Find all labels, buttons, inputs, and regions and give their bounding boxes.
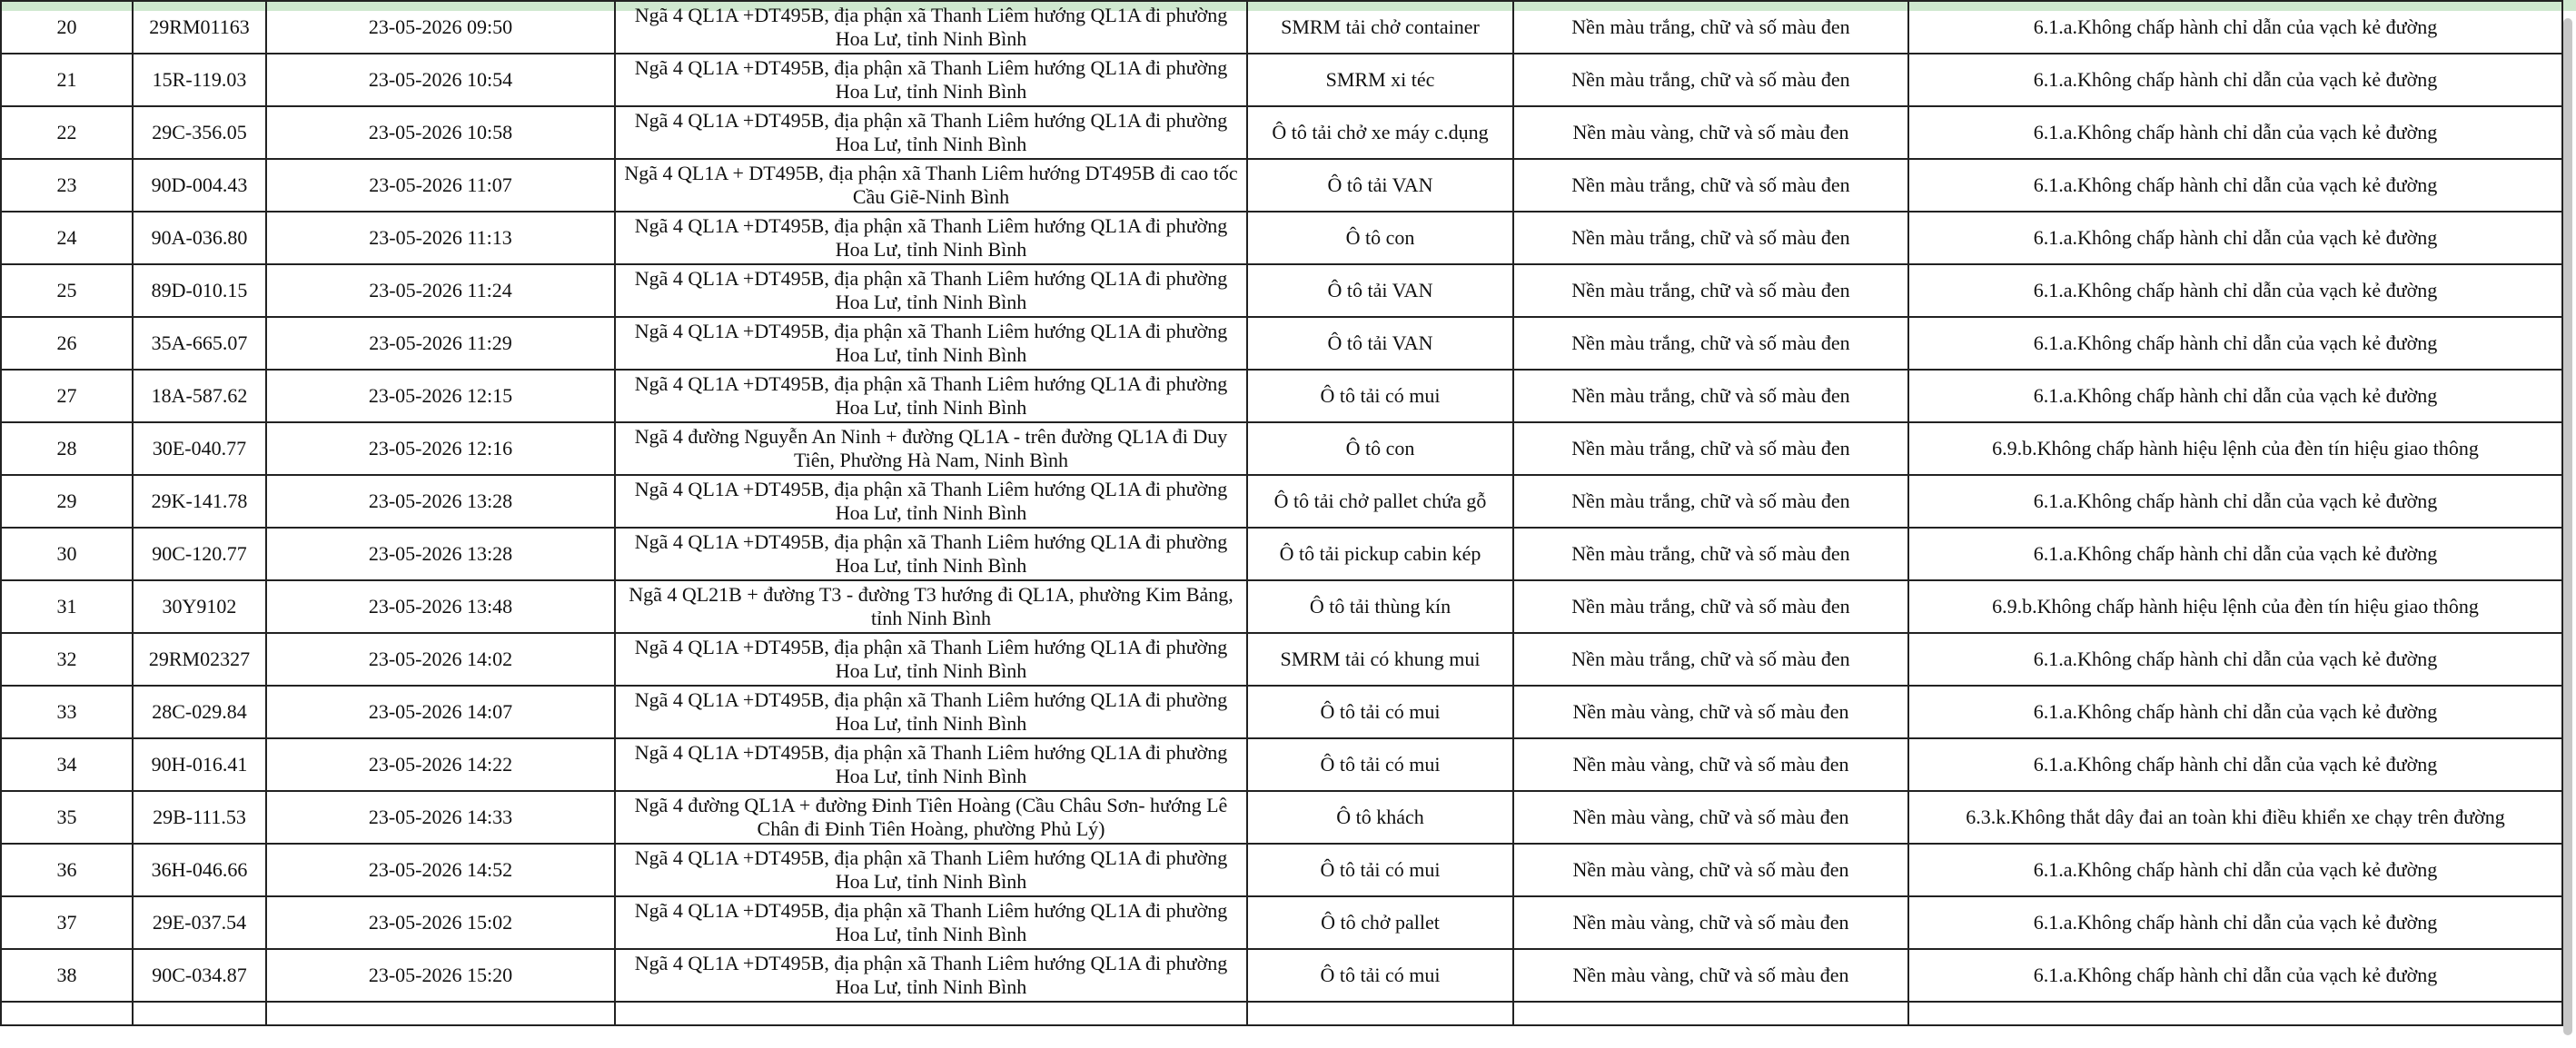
stt-cell: 38 <box>1 949 133 1002</box>
table-row <box>1 475 2562 528</box>
time-cell: 23-05-2026 14:07 <box>266 686 615 738</box>
table-row <box>1 949 2562 1002</box>
stt-cell: 32 <box>1 633 133 686</box>
table-row <box>1 370 2562 422</box>
location-cell: Ngã 4 QL1A +DT495B, địa phận xã Thanh Liêm hướng QL1A đi phường Hoa Lư, tỉnh Ninh Bình <box>615 54 1247 106</box>
violation-cell: 6.1.a.Không chấp hành chỉ dẫn của vạch kẻ đường <box>1908 738 2562 791</box>
table-row <box>1 264 2562 317</box>
plate-cell: 18A-587.62 <box>133 370 266 422</box>
violation-cell: 6.1.a.Không chấp hành chỉ dẫn của vạch kẻ đường <box>1908 949 2562 1002</box>
violation-cell: 6.1.a.Không chấp hành chỉ dẫn của vạch kẻ đường <box>1908 317 2562 370</box>
location-cell: Ngã 4 QL1A +DT495B, địa phận xã Thanh Liêm hướng QL1A đi phường Hoa Lư, tỉnh Ninh Bình <box>615 475 1247 528</box>
plate-color-cell: Nền màu trắng, chữ và số màu đen <box>1513 422 1908 475</box>
vehicle-type-cell: Ô tô tải chở xe máy c.dụng <box>1247 106 1513 159</box>
vehicle-type-cell: Ô tô tải thùng kín <box>1247 580 1513 633</box>
vehicle-type-cell: Ô tô tải có mui <box>1247 844 1513 896</box>
violation-cell: 6.1.a.Không chấp hành chỉ dẫn của vạch kẻ đường <box>1908 159 2562 212</box>
table-row <box>1 54 2562 106</box>
violation-cell: 6.1.a.Không chấp hành chỉ dẫn của vạch kẻ đường <box>1908 633 2562 686</box>
vehicle-type-cell: Ô tô tải VAN <box>1247 159 1513 212</box>
plate-cell: 29RM02327 <box>133 633 266 686</box>
time-cell: 23-05-2026 10:58 <box>266 106 615 159</box>
violation-cell: 6.9.b.Không chấp hành hiệu lệnh của đèn tín hiệu giao thông <box>1908 580 2562 633</box>
plate-cell: 29C-356.05 <box>133 106 266 159</box>
vehicle-type-cell: Ô tô tải có mui <box>1247 738 1513 791</box>
table-row <box>1 106 2562 159</box>
plate-color-cell: Nền màu vàng, chữ và số màu đen <box>1513 949 1908 1002</box>
plate-cell: 29E-037.54 <box>133 896 266 949</box>
table-body <box>1 1 2562 1025</box>
violation-cell: 6.1.a.Không chấp hành chỉ dẫn của vạch kẻ đường <box>1908 686 2562 738</box>
plate-color-cell: Nền màu vàng, chữ và số màu đen <box>1513 791 1908 844</box>
stt-cell: 28 <box>1 422 133 475</box>
location-cell: Ngã 4 QL1A +DT495B, địa phận xã Thanh Liêm hướng QL1A đi phường Hoa Lư, tỉnh Ninh Bình <box>615 264 1247 317</box>
vehicle-type-cell: SMRM xi téc <box>1247 54 1513 106</box>
plate-color-cell: Nền màu vàng, chữ và số màu đen <box>1513 844 1908 896</box>
location-cell: Ngã 4 QL1A +DT495B, địa phận xã Thanh Liêm hướng QL1A đi phường Hoa Lư, tỉnh Ninh Bình <box>615 370 1247 422</box>
stt-cell: 23 <box>1 159 133 212</box>
vehicle-type-cell: Ô tô chở pallet <box>1247 896 1513 949</box>
time-cell: 23-05-2026 13:28 <box>266 475 615 528</box>
violation-cell: 6.1.a.Không chấp hành chỉ dẫn của vạch kẻ đường <box>1908 844 2562 896</box>
time-cell: 23-05-2026 14:52 <box>266 844 615 896</box>
vehicle-type-cell <box>1247 1002 1513 1025</box>
location-cell: Ngã 4 đường QL1A + đường Đinh Tiên Hoàng (Cầu Châu Sơn- hướng Lê Chân đi Đinh Tiên Hoàng, phường Phủ Lý) <box>615 791 1247 844</box>
plate-cell: 89D-010.15 <box>133 264 266 317</box>
plate-color-cell: Nền màu trắng, chữ và số màu đen <box>1513 212 1908 264</box>
plate-cell: 90C-034.87 <box>133 949 266 1002</box>
plate-cell: 29K-141.78 <box>133 475 266 528</box>
stt-cell: 34 <box>1 738 133 791</box>
violation-cell: 6.9.b.Không chấp hành hiệu lệnh của đèn tín hiệu giao thông <box>1908 422 2562 475</box>
plate-cell: 90D-004.43 <box>133 159 266 212</box>
time-cell: 23-05-2026 14:33 <box>266 791 615 844</box>
vehicle-type-cell: Ô tô con <box>1247 422 1513 475</box>
table-row-partial <box>1 1002 2562 1025</box>
time-cell: 23-05-2026 09:50 <box>266 1 615 54</box>
plate-color-cell: Nền màu trắng, chữ và số màu đen <box>1513 633 1908 686</box>
plate-color-cell: Nền màu trắng, chữ và số màu đen <box>1513 54 1908 106</box>
vehicle-type-cell: Ô tô con <box>1247 212 1513 264</box>
table-row <box>1 896 2562 949</box>
stt-cell: 25 <box>1 264 133 317</box>
time-cell: 23-05-2026 12:16 <box>266 422 615 475</box>
location-cell: Ngã 4 QL1A +DT495B, địa phận xã Thanh Liêm hướng QL1A đi phường Hoa Lư, tỉnh Ninh Bình <box>615 738 1247 791</box>
location-cell: Ngã 4 đường Nguyễn An Ninh + đường QL1A - trên đường QL1A đi Duy Tiên, Phường Hà Nam, Ninh Bình <box>615 422 1247 475</box>
violation-cell: 6.1.a.Không chấp hành chỉ dẫn của vạch kẻ đường <box>1908 528 2562 580</box>
vehicle-type-cell: Ô tô tải chở pallet chứa gỗ <box>1247 475 1513 528</box>
stt-cell: 35 <box>1 791 133 844</box>
stt-cell: 29 <box>1 475 133 528</box>
plate-cell: 35A-665.07 <box>133 317 266 370</box>
plate-color-cell: Nền màu vàng, chữ và số màu đen <box>1513 738 1908 791</box>
stt-cell: 31 <box>1 580 133 633</box>
stt-cell: 30 <box>1 528 133 580</box>
stt-cell: 22 <box>1 106 133 159</box>
stt-cell: 26 <box>1 317 133 370</box>
table-row <box>1 791 2562 844</box>
time-cell: 23-05-2026 11:29 <box>266 317 615 370</box>
stt-cell: 20 <box>1 1 133 54</box>
table-row <box>1 528 2562 580</box>
plate-cell <box>133 1002 266 1025</box>
time-cell: 23-05-2026 11:24 <box>266 264 615 317</box>
stt-cell: 36 <box>1 844 133 896</box>
plate-cell: 29RM01163 <box>133 1 266 54</box>
location-cell: Ngã 4 QL1A +DT495B, địa phận xã Thanh Liêm hướng QL1A đi phường Hoa Lư, tỉnh Ninh Bình <box>615 1 1247 54</box>
violation-cell: 6.3.k.Không thắt dây đai an toàn khi điều khiển xe chạy trên đường <box>1908 791 2562 844</box>
violation-cell: 6.1.a.Không chấp hành chỉ dẫn của vạch kẻ đường <box>1908 475 2562 528</box>
table-row <box>1 1 2562 54</box>
violation-cell: 6.1.a.Không chấp hành chỉ dẫn của vạch kẻ đường <box>1908 54 2562 106</box>
time-cell: 23-05-2026 14:02 <box>266 633 615 686</box>
vehicle-type-cell: Ô tô tải VAN <box>1247 264 1513 317</box>
violation-cell: 6.1.a.Không chấp hành chỉ dẫn của vạch kẻ đường <box>1908 896 2562 949</box>
vehicle-type-cell: Ô tô tải có mui <box>1247 686 1513 738</box>
stt-cell <box>1 1002 133 1025</box>
plate-cell: 36H-046.66 <box>133 844 266 896</box>
table-row <box>1 212 2562 264</box>
plate-cell: 30Y9102 <box>133 580 266 633</box>
plate-cell: 29B-111.53 <box>133 791 266 844</box>
time-cell: 23-05-2026 13:48 <box>266 580 615 633</box>
plate-color-cell: Nền màu vàng, chữ và số màu đen <box>1513 686 1908 738</box>
time-cell: 23-05-2026 14:22 <box>266 738 615 791</box>
table-row <box>1 317 2562 370</box>
location-cell: Ngã 4 QL1A +DT495B, địa phận xã Thanh Liêm hướng QL1A đi phường Hoa Lư, tỉnh Ninh Bình <box>615 896 1247 949</box>
violation-cell: 6.1.a.Không chấp hành chỉ dẫn của vạch kẻ đường <box>1908 1 2562 54</box>
time-cell: 23-05-2026 10:54 <box>266 54 615 106</box>
vehicle-type-cell: SMRM tải chở container <box>1247 1 1513 54</box>
violation-cell: 6.1.a.Không chấp hành chỉ dẫn của vạch kẻ đường <box>1908 212 2562 264</box>
plate-color-cell: Nền màu trắng, chữ và số màu đen <box>1513 528 1908 580</box>
plate-cell: 90A-036.80 <box>133 212 266 264</box>
time-cell: 23-05-2026 11:13 <box>266 212 615 264</box>
location-cell: Ngã 4 QL1A +DT495B, địa phận xã Thanh Liêm hướng QL1A đi phường Hoa Lư, tỉnh Ninh Bình <box>615 633 1247 686</box>
time-cell: 23-05-2026 11:07 <box>266 159 615 212</box>
vehicle-type-cell: Ô tô tải có mui <box>1247 949 1513 1002</box>
table-row <box>1 844 2562 896</box>
plate-cell: 28C-029.84 <box>133 686 266 738</box>
stt-cell: 27 <box>1 370 133 422</box>
table-row <box>1 580 2562 633</box>
time-cell: 23-05-2026 12:15 <box>266 370 615 422</box>
plate-color-cell: Nền màu trắng, chữ và số màu đen <box>1513 475 1908 528</box>
violation-cell: 6.1.a.Không chấp hành chỉ dẫn của vạch kẻ đường <box>1908 264 2562 317</box>
location-cell <box>615 1002 1247 1025</box>
table-row <box>1 633 2562 686</box>
stt-cell: 37 <box>1 896 133 949</box>
vehicle-type-cell: SMRM tải có khung mui <box>1247 633 1513 686</box>
vehicle-type-cell: Ô tô tải có mui <box>1247 370 1513 422</box>
vehicle-type-cell: Ô tô tải VAN <box>1247 317 1513 370</box>
plate-cell: 90H-016.41 <box>133 738 266 791</box>
table-row <box>1 159 2562 212</box>
plate-color-cell: Nền màu trắng, chữ và số màu đen <box>1513 317 1908 370</box>
plate-cell: 30E-040.77 <box>133 422 266 475</box>
table-row <box>1 422 2562 475</box>
stt-cell: 21 <box>1 54 133 106</box>
table-row <box>1 686 2562 738</box>
location-cell: Ngã 4 QL1A +DT495B, địa phận xã Thanh Liêm hướng QL1A đi phường Hoa Lư, tỉnh Ninh Bình <box>615 949 1247 1002</box>
plate-color-cell: Nền màu vàng, chữ và số màu đen <box>1513 106 1908 159</box>
plate-color-cell <box>1513 1002 1908 1025</box>
plate-cell: 90C-120.77 <box>133 528 266 580</box>
location-cell: Ngã 4 QL1A +DT495B, địa phận xã Thanh Liêm hướng QL1A đi phường Hoa Lư, tỉnh Ninh Bình <box>615 528 1247 580</box>
plate-color-cell: Nền màu trắng, chữ và số màu đen <box>1513 1 1908 54</box>
location-cell: Ngã 4 QL1A +DT495B, địa phận xã Thanh Liêm hướng QL1A đi phường Hoa Lư, tỉnh Ninh Bình <box>615 686 1247 738</box>
plate-color-cell: Nền màu trắng, chữ và số màu đen <box>1513 159 1908 212</box>
plate-cell: 15R-119.03 <box>133 54 266 106</box>
table-row <box>1 738 2562 791</box>
stt-cell: 24 <box>1 212 133 264</box>
plate-color-cell: Nền màu vàng, chữ và số màu đen <box>1513 896 1908 949</box>
plate-color-cell: Nền màu trắng, chữ và số màu đen <box>1513 580 1908 633</box>
stt-cell: 33 <box>1 686 133 738</box>
time-cell: 23-05-2026 15:02 <box>266 896 615 949</box>
location-cell: Ngã 4 QL1A +DT495B, địa phận xã Thanh Liêm hướng QL1A đi phường Hoa Lư, tỉnh Ninh Bình <box>615 317 1247 370</box>
time-cell: 23-05-2026 15:20 <box>266 949 615 1002</box>
plate-color-cell: Nền màu trắng, chữ và số màu đen <box>1513 264 1908 317</box>
location-cell: Ngã 4 QL21B + đường T3 - đường T3 hướng đi QL1A, phường Kim Bảng, tỉnh Ninh Bình <box>615 580 1247 633</box>
location-cell: Ngã 4 QL1A + DT495B, địa phận xã Thanh Liêm hướng DT495B đi cao tốc Cầu Giẽ-Ninh Bình <box>615 159 1247 212</box>
location-cell: Ngã 4 QL1A +DT495B, địa phận xã Thanh Liêm hướng QL1A đi phường Hoa Lư, tỉnh Ninh Bình <box>615 212 1247 264</box>
time-cell <box>266 1002 615 1025</box>
violation-cell: 6.1.a.Không chấp hành chỉ dẫn của vạch kẻ đường <box>1908 370 2562 422</box>
vehicle-type-cell: Ô tô khách <box>1247 791 1513 844</box>
location-cell: Ngã 4 QL1A +DT495B, địa phận xã Thanh Liêm hướng QL1A đi phường Hoa Lư, tỉnh Ninh Bình <box>615 106 1247 159</box>
vehicle-type-cell: Ô tô tải pickup cabin kép <box>1247 528 1513 580</box>
time-cell: 23-05-2026 13:28 <box>266 528 615 580</box>
location-cell: Ngã 4 QL1A +DT495B, địa phận xã Thanh Liêm hướng QL1A đi phường Hoa Lư, tỉnh Ninh Bình <box>615 844 1247 896</box>
violation-cell: 6.1.a.Không chấp hành chỉ dẫn của vạch kẻ đường <box>1908 106 2562 159</box>
violation-cell <box>1908 1002 2562 1025</box>
plate-color-cell: Nền màu trắng, chữ và số màu đen <box>1513 370 1908 422</box>
vertical-scrollbar[interactable] <box>2563 18 2572 1035</box>
